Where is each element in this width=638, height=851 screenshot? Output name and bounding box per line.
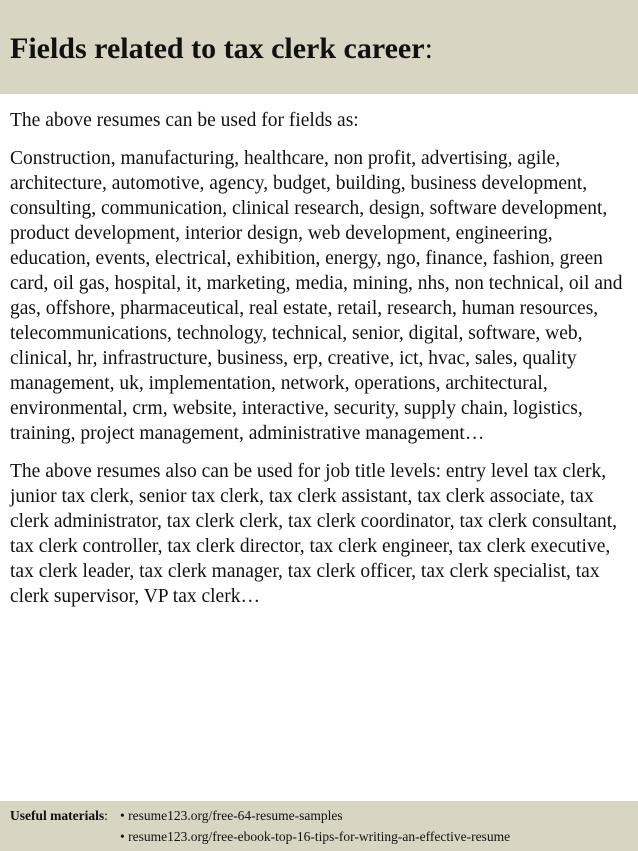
footer-row-2 (10, 826, 638, 847)
useful-materials-colon: : (104, 808, 108, 823)
ebook-tips-link[interactable]: • resume123.org/free-ebook-top-16-tips-for-writing-an-effective-resume (120, 829, 511, 844)
useful-materials-label-text: Useful materials (10, 808, 105, 823)
footer-row-1 (10, 805, 638, 826)
job-levels-list: The above resumes also can be used for job title levels: entry level tax clerk, junior tax clerk, senior tax clerk, tax clerk assistant, tax clerk associate, tax clerk administrator, tax clerk clerk, tax clerk coordinator, tax clerk consultant, tax clerk controller, tax clerk director, tax clerk engineer, tax clerk executive, tax clerk leader, tax clerk manager, tax clerk officer, tax clerk specialist, tax clerk supervisor, VP tax clerk… (10, 461, 618, 607)
page-title-colon: : (424, 32, 433, 65)
page-title (10, 32, 638, 66)
footer-band (0, 801, 638, 851)
header-band (0, 0, 638, 94)
resume-samples-link[interactable]: • resume123.org/free-64-resume-samples (120, 808, 343, 823)
page-title-text: Fields related to tax clerk career (10, 32, 425, 65)
intro-text: The above resumes can be used for fields as: (10, 110, 359, 131)
main-content (10, 108, 634, 609)
useful-materials-label (10, 805, 120, 826)
fields-list: Construction, manufacturing, healthcare, non profit, advertising, agile, architecture, automotive, agency, budget, building, business development, consulting, communication, clinical research, design, software development, product development, interior design, web development, engineering, education, events, electrical, exhibition, energy, ngo, finance, fashion, green card, oil gas, hospital, it, marketing, media, mining, nhs, non technical, oil and gas, offshore, pharmaceutical, real estate, retail, research, human resources, telecommunications, technology, technical, senior, digital, software, web, clinical, hr, infrastructure, business, erp, creative, ict, hvac, sales, quality management, uk, implementation, network, operations, architectural, environmental, crm, website, interactive, security, supply chain, logistics, training, project management, administrative management… (10, 148, 623, 444)
